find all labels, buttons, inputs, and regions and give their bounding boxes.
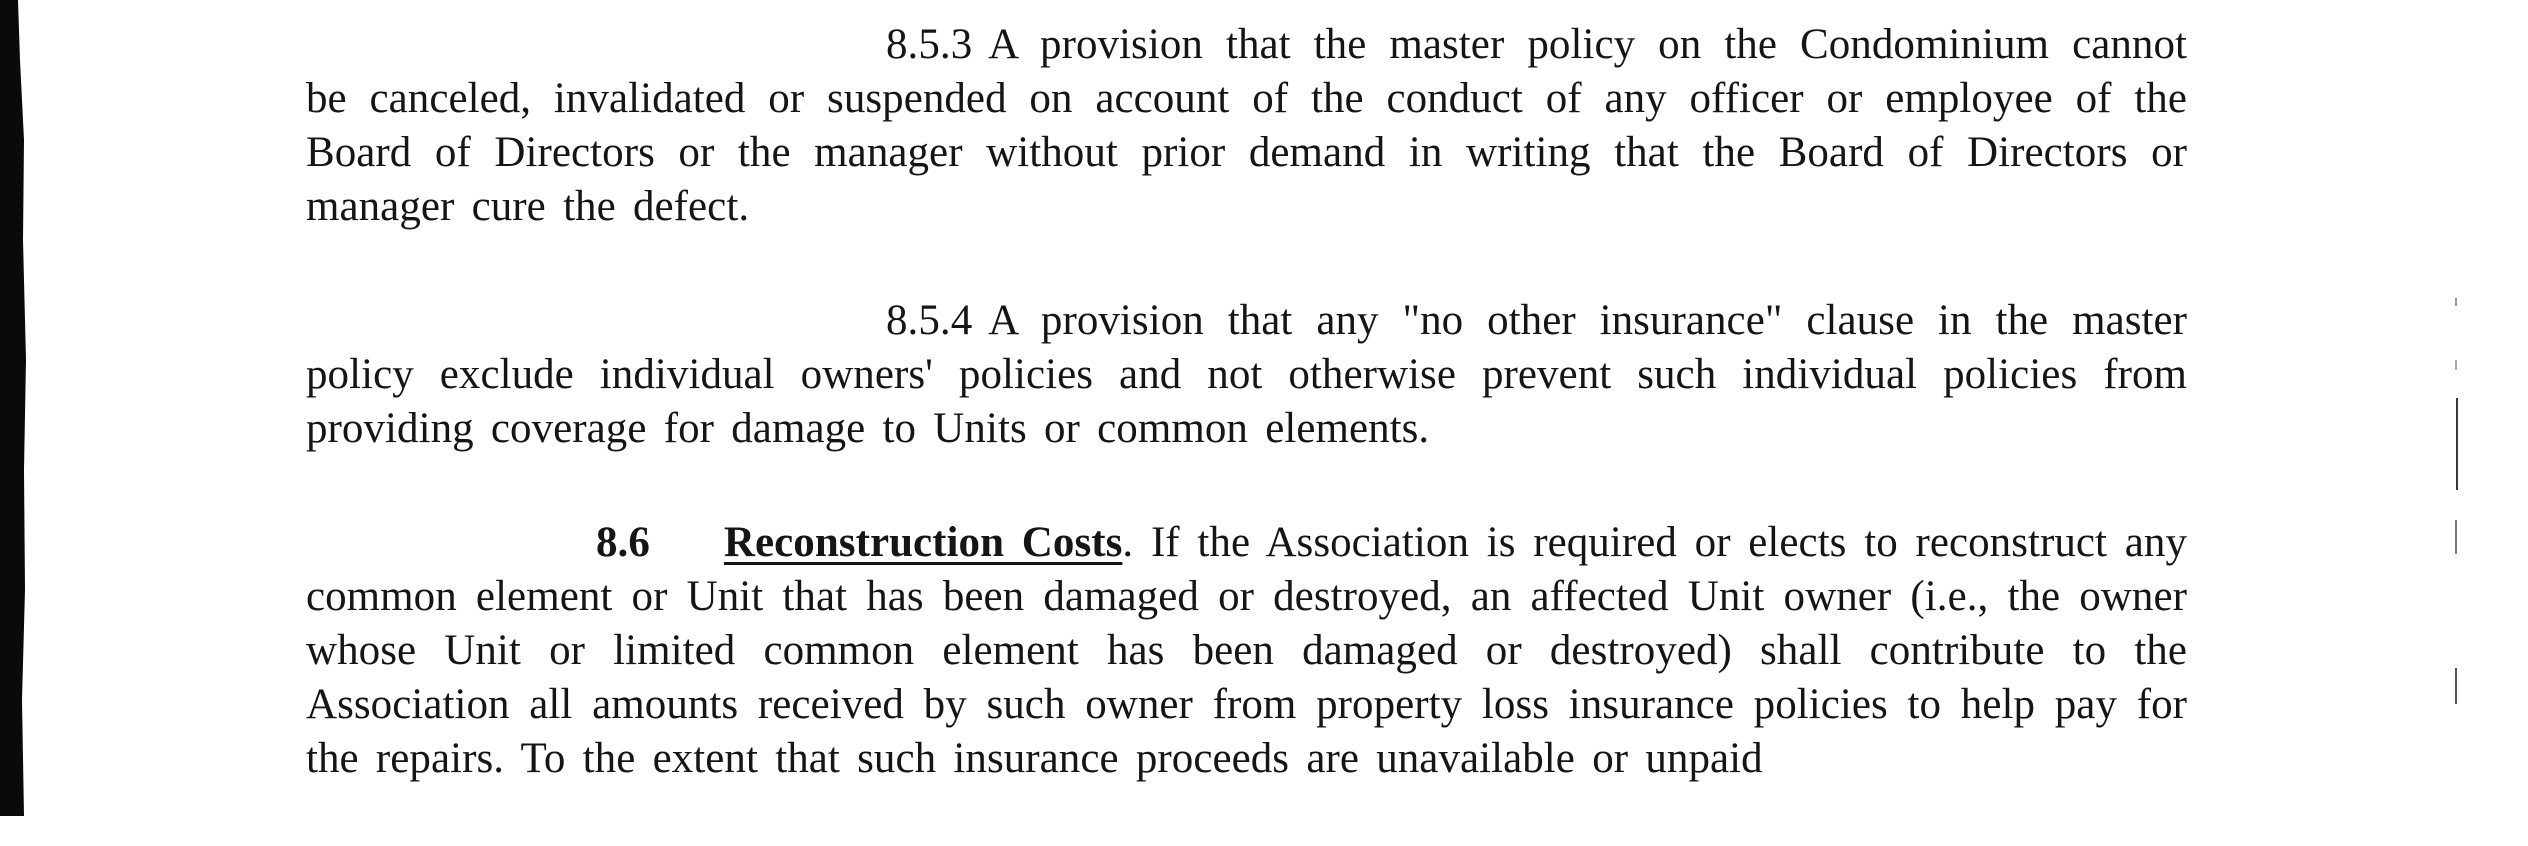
section-heading: Reconstruction Costs bbox=[723, 519, 1123, 566]
paragraph-number: 8.5.4 bbox=[886, 297, 973, 344]
paragraph-number: 8.5.3 bbox=[886, 21, 973, 68]
section-number: 8.6 bbox=[596, 519, 650, 566]
document-page-text bbox=[306, 18, 2187, 846]
section-heading-period: . bbox=[1122, 519, 1134, 566]
paragraph-8-5-4 bbox=[306, 294, 2187, 456]
paragraph-text: A provision that any "no other insurance" clause in the master policy exclude individual owners' policies and not otherwise prevent such individual policies from providing coverage for damage to Units or common elements. bbox=[306, 297, 2187, 452]
paragraph-text: A provision that the master policy on the Condominium cannot be canceled, invalidated or suspended on account of the conduct of any officer or employee of the Board of Directors or the manager without prior demand in writing that the Board of Directors or manager cure the defect. bbox=[306, 21, 2187, 230]
scan-speck bbox=[2455, 298, 2457, 306]
section-8-6 bbox=[306, 516, 2187, 786]
scan-left-black-edge bbox=[0, 0, 26, 816]
section-text: If the Association is required or elects to reconstruct any common element or Unit that has been damaged or destroyed, an affected Unit owner (i.e., the owner whose Unit or limited common element has been damaged or destroyed) shall contribute to the Association all amounts received by such owner from property loss insurance policies to help pay for the repairs. To the extent that such insurance proceeds are unavailable or unpaid bbox=[306, 519, 2188, 782]
scan-right-margin-line bbox=[2455, 668, 2457, 704]
scan-speck bbox=[2455, 360, 2457, 370]
scan-right-margin-line bbox=[2455, 520, 2457, 554]
paragraph-8-5-3 bbox=[306, 18, 2187, 234]
scan-right-margin-line bbox=[2456, 398, 2458, 490]
